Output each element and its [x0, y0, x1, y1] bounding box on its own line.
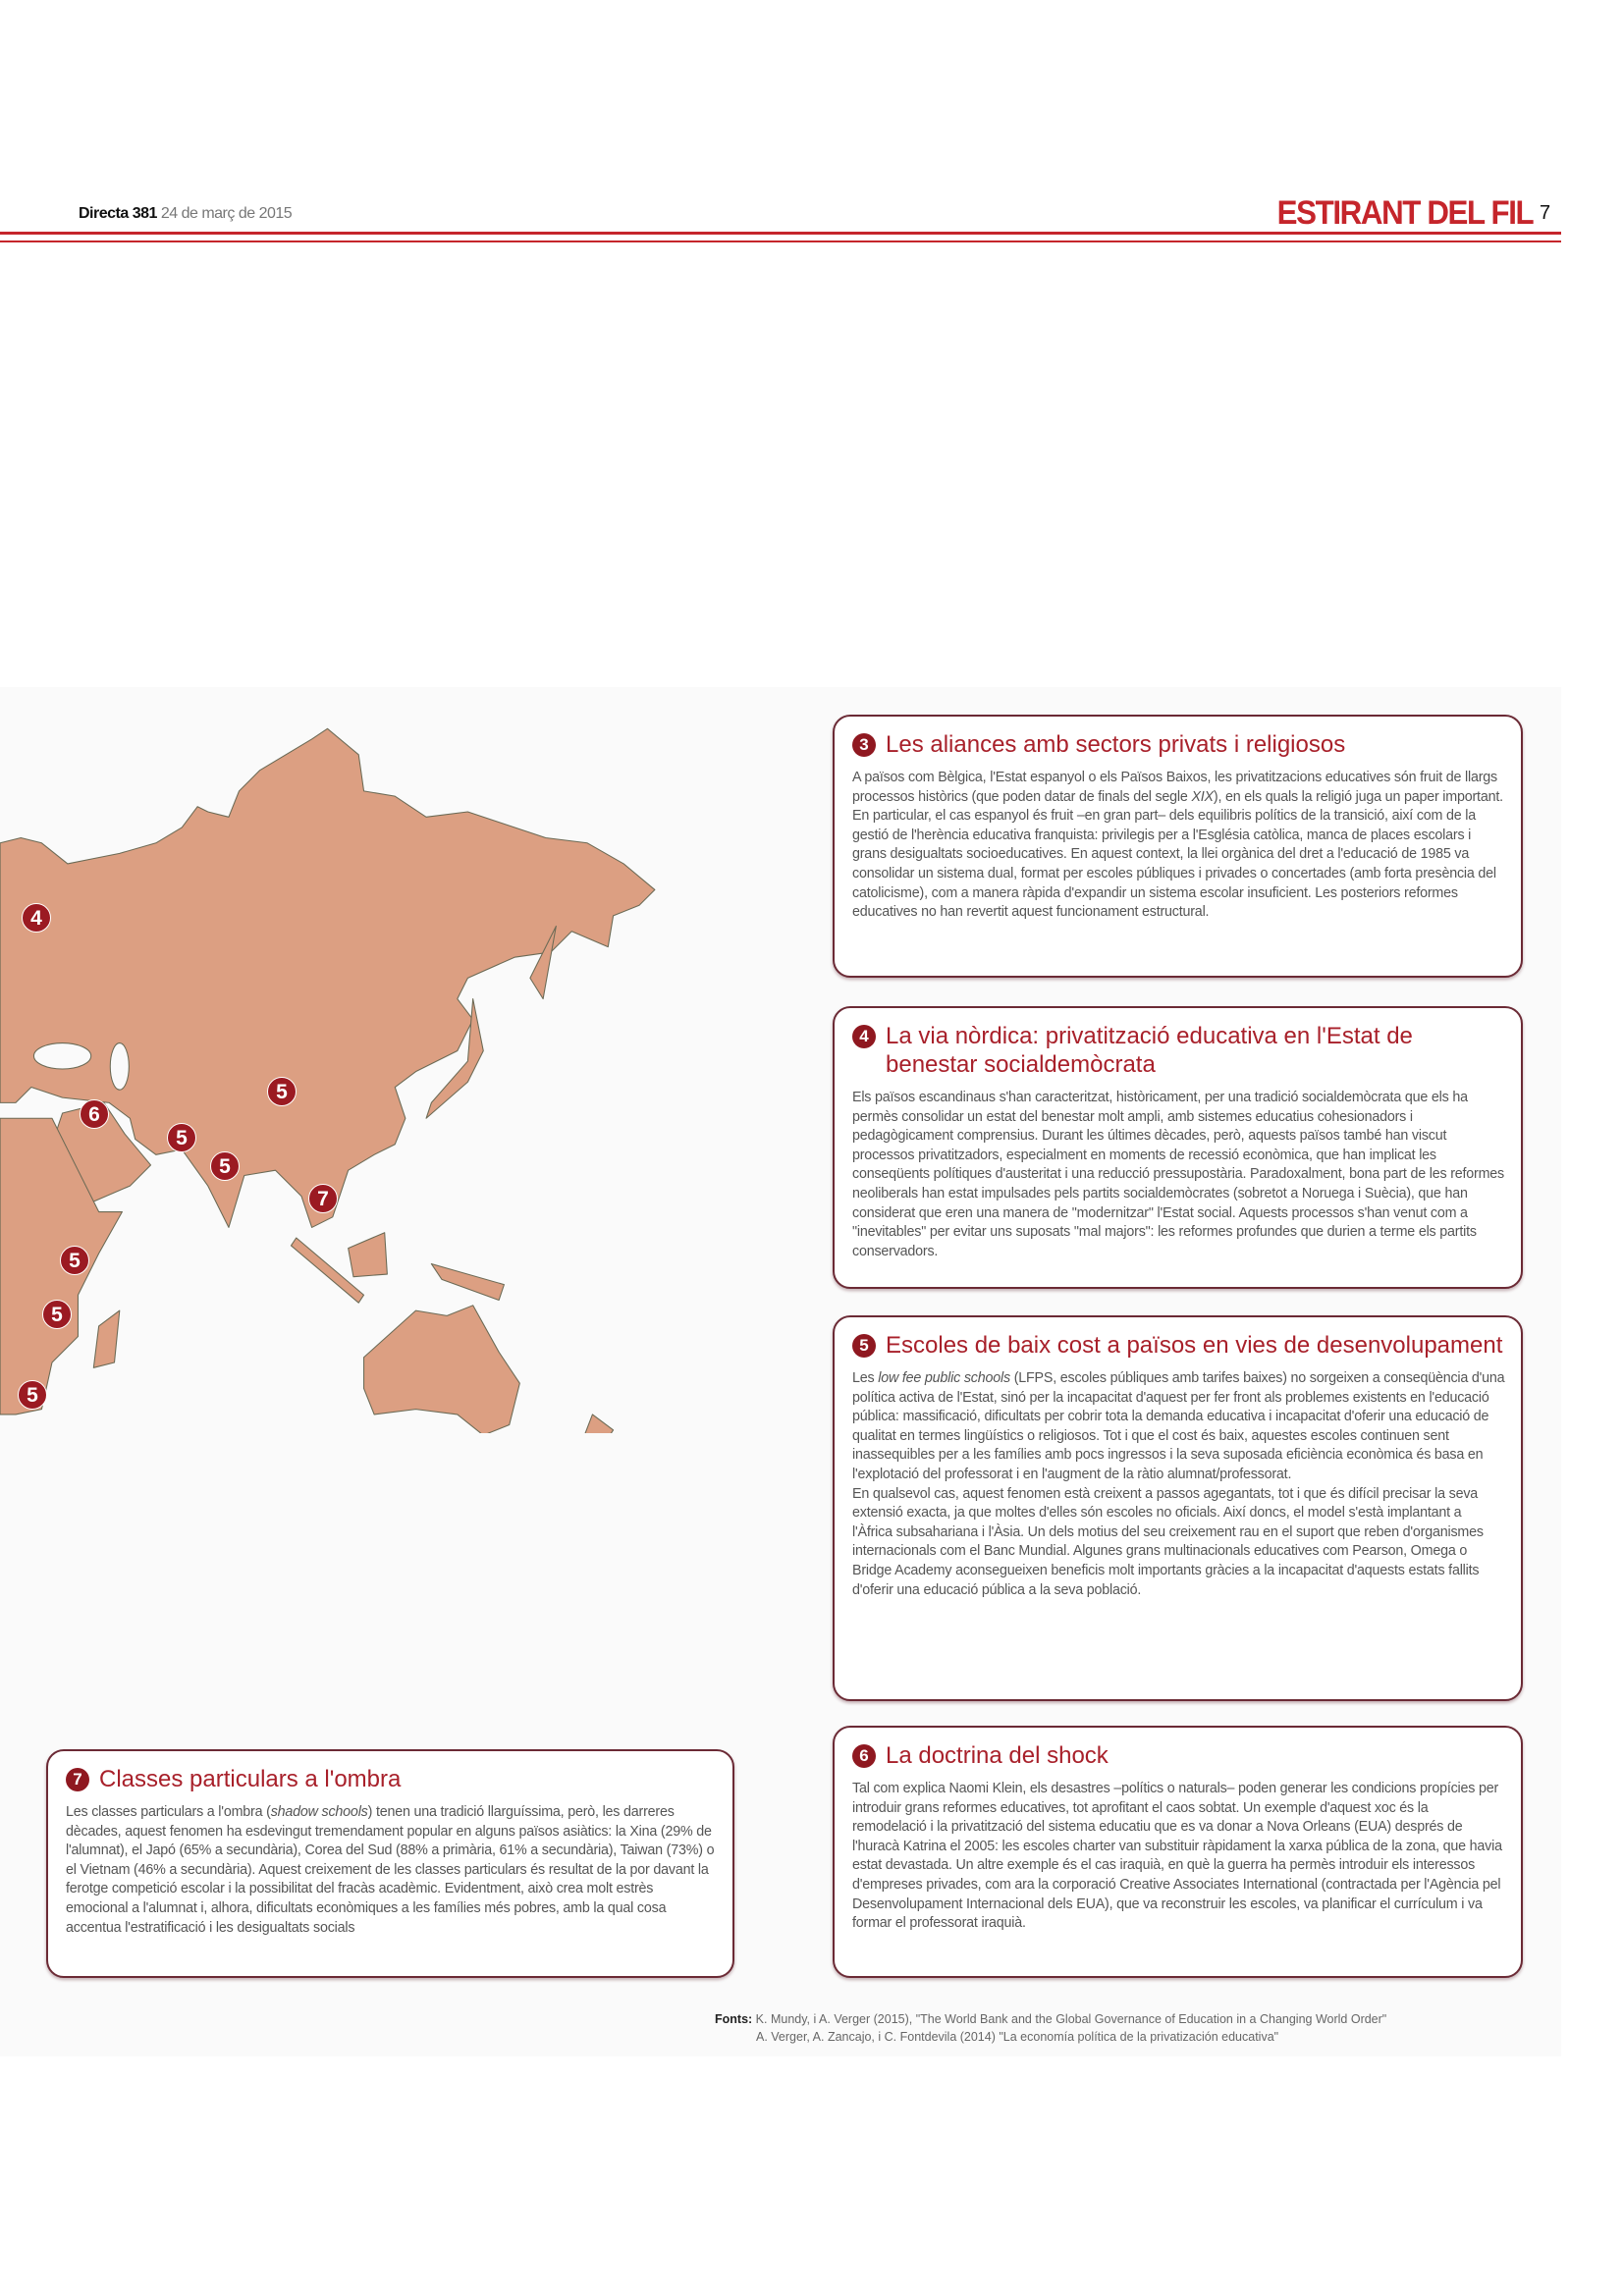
- body-text: Les classes particulars a l'ombra (: [66, 1804, 271, 1820]
- map-black-sea: [33, 1043, 90, 1069]
- map-marker-5: 5: [60, 1246, 89, 1275]
- map-papua: [431, 1263, 504, 1300]
- map-marker-4: 4: [22, 903, 51, 933]
- publication-info: [79, 205, 292, 223]
- box-title: La via nòrdica: privatització educativa en l'Estat de benestar socialdemòcrata: [886, 1023, 1413, 1078]
- body-text: (LFPS, escoles públiques amb tarifes baixes) no sorgeixen a conseqüència d'una política activa de l'Estat, sinó per la incapacitat d'aquest per fer front als problemes existents en l'educació pública: massificació, dificultats per cobrir tota la demanda educativa i incapacitat d'oferir una educació de qualitat en termes lingüístics o religiosos. Tot i que el cost és baix, aquestes escoles continuen sent inassequibles per a les famílies amb pocs ingressos i la seva suposada eficiència econòmica és basa en l'explotació del professorat i en l'augment de la ràtio alumnat/professorat.: [852, 1370, 1505, 1482]
- map-marker-6: 6: [80, 1099, 109, 1129]
- box-title: Classes particulars a l'ombra: [99, 1766, 402, 1792]
- box-body: Els països escandinaus s'han caracteritzat, històricament, per una tradició socialdemòcrata que els ha permès consolidar un estat del benestar molt ampli, amb sistemes educatius cohesionadors i pedagògicament comprensius. Durant les últimes dècades, però, aquests països també han viscut processos privatitzadors, especialment en moments de recessió econòmica, que han implicat les conseqüents polítiques d'austeritat i una reducció pressupostària. Paradoxalment, bona part de les reformes neoliberals han estat impulsades pels partits socialdemòcrates (sobretot a Noruega i Suècia), que han considerat que eren una manera de "modernitzar" l'Estat social. Aquests processos s'han venut com a "inevitables" per evitar uns suposats "mal majors": les reformes profundes que durien a terme els partits conservadors.: [852, 1090, 1505, 1259]
- body-italic: XIX: [1191, 788, 1214, 805]
- body-text: Les: [852, 1370, 879, 1386]
- map-caspian-sea: [110, 1043, 129, 1091]
- map-australia: [364, 1306, 520, 1433]
- number-badge: 3: [852, 733, 876, 757]
- publication-name: Directa 381: [79, 205, 157, 222]
- sources-label: Fonts:: [715, 2012, 753, 2026]
- header-rule-top: [0, 232, 1561, 235]
- number-badge: 6: [852, 1744, 876, 1768]
- map-new-zealand: [567, 1415, 614, 1433]
- number-badge: 7: [66, 1768, 89, 1791]
- number-badge: 5: [852, 1334, 876, 1358]
- body-text: ), en els quals la religió juga un paper important. En particular, el cas espanyol és fruit –en gran part– dels equilibris polítics de la transició, així com de la gestió de l'herència educativa franquista: privilegis per a l'Església catòlica, manca de places escolars i grans desigualtats socioeducatives. En aquest context, la llei orgànica del dret a l'educació de 1985 va consolidar un sistema dual, format per escoles públiques i privades o concertades (amb forta presència del catolicisme), com a manera ràpida d'expandir un sistema escolar insuficient. Les posteriors reformes educatives no han revertit aquest funcionament estructural.: [852, 788, 1503, 921]
- box-title: Escoles de baix cost a països en vies de desenvolupament: [886, 1332, 1503, 1359]
- map-marker-7: 7: [308, 1184, 338, 1213]
- map-marker-5: 5: [267, 1077, 297, 1106]
- sources: [715, 2010, 1386, 2046]
- paragraph: En qualsevol cas, aquest fenomen està creixent a passos agegantats, tot i que és difícil precisar la seva extensió exacta, ja que moltes d'elles són escoles no oficials. Així doncs, el model s'està implantant a l'Àfrica subsahariana i l'Àsia. Un dels motius del seu creixement rau en el suport que reben d'organismes internacionals com el Banc Mundial. Algunes grans multinacionals educatives com Pearson, Omega o Bridge Academy aconsegueixen beneficis molt importants gràcies a la incapacitat d'aquests estats fallits d'oferir una educació pública a la seva població.: [852, 1485, 1484, 1598]
- body-italic: shadow schools: [270, 1804, 368, 1820]
- map-marker-5: 5: [18, 1380, 47, 1410]
- body-text: ) tenen una tradició llarguíssima, però, les darreres dècades, aquest fenomen ha esdevingut tremendament popular en alguns països asiàtics: la Xina (29% de l'alumnat), el Japó (65% a secundària), Corea del Sud (88% a primària, 61% a secundària), Taiwan (73%) o el Vietnam (46% a secundària). Aquest creixement de les classes particulars és resultat de la por davant la ferotge competició escolar i la possibilitat del fracàs acadèmic. Evidentment, això crea molt estrès emocional a l'alumnat i, alhora, dificultats econòmiques a les famílies més pobres, amb la qual cosa accentua l'estratificació i les desigualtats socials: [66, 1804, 715, 1936]
- box-7-shadow-schools: [46, 1749, 734, 1978]
- box-body: [852, 1369, 1505, 1600]
- issue-date: 24 de març de 2015: [160, 205, 293, 222]
- box-body: [852, 769, 1505, 923]
- box-title: Les aliances amb sectors privats i religiosos: [886, 731, 1346, 758]
- box-body: [66, 1803, 717, 1938]
- box-3-private-religious-alliances: [833, 715, 1523, 978]
- map-marker-5: 5: [42, 1300, 72, 1329]
- page-number: 7: [1540, 202, 1551, 224]
- box-body: Tal com explica Naomi Klein, els desastres –polítics o naturals– poden generar les condicions propícies per introduir grans reformes educatives, tot aprofitant el caos sobtat. Un exemple d'aquest xoc és la remodelació i la privatització del sistema educatiu que es va donar a Nova Orleans (EUA) després de l'huracà Katrina el 2005: les escoles charter van substituir ràpidament la xarxa pública de la zona, que havia estat devastada. Un altre exemple és el cas iraquià, en què la guerra ha permès introduir els interessos d'empreses privades, com ara la corporació Creative Associates International (contractada per l'Agència pel Desenvolupament Internacional dels EUA), que va reconstruir les escoles, va planificar el currículum i va formar el professorat iraquià.: [852, 1781, 1502, 1932]
- source-2: A. Verger, A. Zancajo, i C. Fontdevila (2014) "La economía política de la privatización educativa": [756, 2030, 1279, 2044]
- box-6-shock-doctrine: [833, 1726, 1523, 1978]
- paragraph: [852, 1369, 1505, 1485]
- number-badge: 4: [852, 1025, 876, 1048]
- world-map: [0, 687, 815, 1433]
- section-title: ESTIRANT DEL FIL: [1276, 194, 1533, 232]
- body-text: A països com Bèlgica, l'Estat espanyol o els Països Baixos, les privatitzacions educatives són fruit de llargs processos històrics (que poden datar de finals del segle: [852, 770, 1497, 805]
- body-italic: low fee public schools: [878, 1370, 1010, 1386]
- map-borneo: [349, 1233, 388, 1277]
- header-rule-bottom: [0, 240, 1561, 242]
- map-marker-5: 5: [167, 1123, 196, 1152]
- source-1: K. Mundy, i A. Verger (2015), "The World Bank and the Global Governance of Education in a Changing World Order": [755, 2012, 1387, 2026]
- map-marker-5: 5: [210, 1151, 240, 1181]
- box-4-nordic-way: [833, 1006, 1523, 1289]
- box-5-low-cost-schools: [833, 1315, 1523, 1701]
- box-title: La doctrina del shock: [886, 1742, 1109, 1769]
- map-madagascar: [93, 1310, 119, 1367]
